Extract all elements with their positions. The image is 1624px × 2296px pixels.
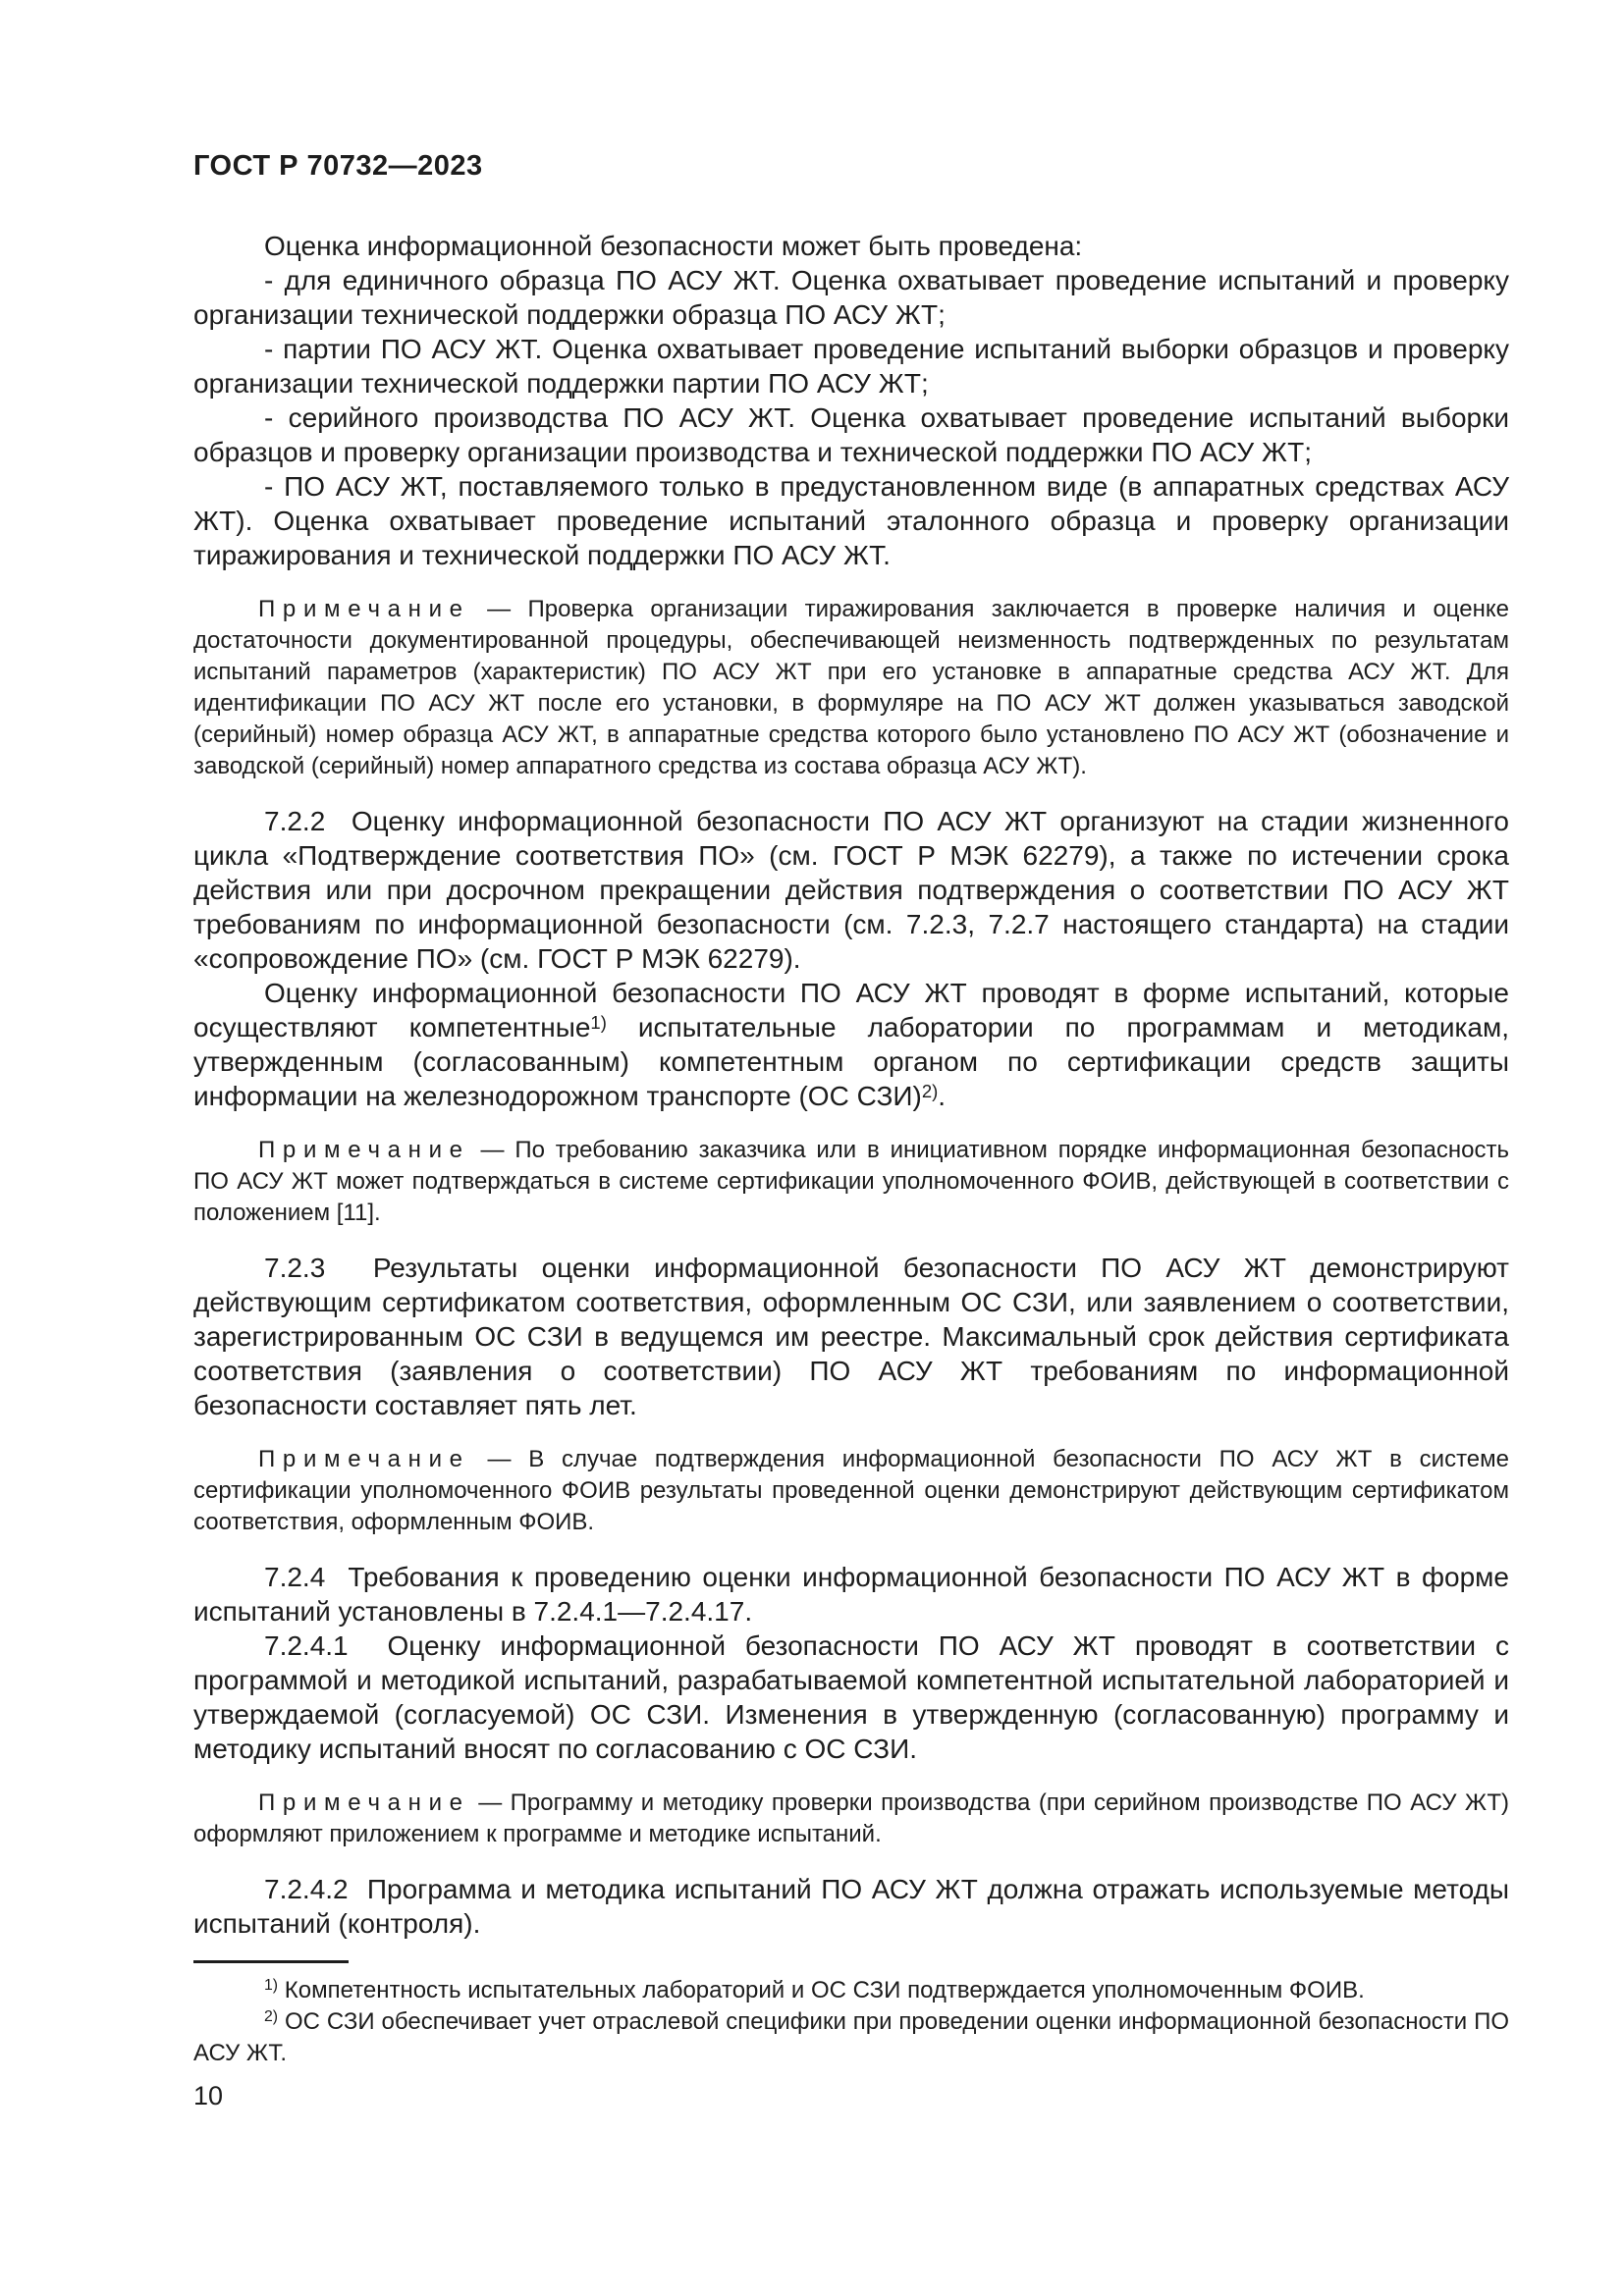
list-item-serial-production: - серийного производства ПО АСУ ЖТ. Оценка охватывает проведение испытаний выборки образцов и проверку организации производства и технической поддержки ПО АСУ ЖТ; [193,402,1509,467]
footnote-2 [193,2006,1509,2069]
document-body [193,229,1509,1941]
paragraph-7-2-4: 7.2.4 Требования к проведению оценки информационной безопасности ПО АСУ ЖТ в форме испытаний установлены в 7.2.4.1—7.2.4.17. [193,1562,1509,1627]
note-2 [193,1135,1509,1229]
note-text: — По требованию заказчика или в инициативном порядке информационная безопасность ПО АСУ ЖТ может подтверждаться в системе сертификации уполномоченного ФОИВ, действующей в соответствии с положением [11]. [193,1137,1509,1226]
footnote-text: ОС СЗИ обеспечивает учет отраслевой специфики при проведении оценки информационной безопасности ПО АСУ ЖТ. [193,2008,1509,2066]
footnote-marker: 2) [264,2008,279,2025]
paragraph-assessment-labs [193,976,1509,1113]
note-4 [193,1788,1509,1850]
paragraph-7-2-3: 7.2.3 Результаты оценки информационной безопасности ПО АСУ ЖТ демонстрируют действующим сертификатом соответствия, оформленным ОС СЗИ, или заявлением о соответствии, зарегистрированным ОС СЗИ в ведущемся им реестре. Максимальный срок действия сертификата соответствия (заявления о соответствии) ПО АСУ ЖТ требованиям по информационной безопасности составляет пять лет. [193,1253,1509,1420]
note-3 [193,1444,1509,1538]
paragraph-7-2-4-1: 7.2.4.1 Оценку информационной безопасности ПО АСУ ЖТ проводят в соответствии с программой и методикой испытаний, разрабатываемой компетентной испытательной лабораторией и утверждаемой (согласуемой) ОС СЗИ. Изменения в утвержденную (согласованную) программу и методику испытаний вносят по согласованию с ОС СЗИ. [193,1630,1509,1764]
note-label: Примечание [258,1789,470,1816]
page-number: 10 [193,2081,224,2110]
paragraph-text: испытательные лаборатории по программам и методикам, утвержденным (согласованным) компетентным органом по сертификации средств защиты информации на железнодорожном транспорте (ОС СЗИ) [193,1012,1509,1111]
page-header: ГОСТ Р 70732—2023 [193,150,483,182]
footnote-rule [193,1960,349,1963]
note-text: — В случае подтверждения информационной безопасности ПО АСУ ЖТ в системе сертификации уполномоченного ФОИВ результаты проведенной оценки демонстрируют действующим сертификатом соответствия, оформленным ФОИВ. [193,1446,1509,1535]
paragraph-7-2-2: 7.2.2 Оценку информационной безопасности ПО АСУ ЖТ организуют на стадии жизненного цикла «Подтверждение соответствия ПО» (см. ГОСТ Р МЭК 62279), а также по истечении срока действия или при досрочном прекращении действия подтверждения о соответствии ПО АСУ ЖТ требованиям по информационной безопасности (см. 7.2.3, 7.2.7 настоящего стандарта) на стадии «сопровождение ПО» (см. ГОСТ Р МЭК 62279). [193,806,1509,974]
note-label: Примечание [258,1446,470,1472]
footnote-marker: 1) [264,1977,279,1994]
list-item-preinstalled: - ПО АСУ ЖТ, поставляемого только в предустановленном виде (в аппаратных средствах АСУ ЖТ). Оценка охватывает проведение испытаний эталонного образца и проверку организации тиражирования и технической поддержки ПО АСУ ЖТ. [193,471,1509,570]
list-item-batch: - партии ПО АСУ ЖТ. Оценка охватывает проведение испытаний выборки образцов и проверку организации технической поддержки партии ПО АСУ ЖТ; [193,334,1509,399]
list-item-single-sample: - для единичного образца ПО АСУ ЖТ. Оценка охватывает проведение испытаний и проверку организации технической поддержки образца ПО АСУ ЖТ; [193,265,1509,330]
footnote-ref-2: 2) [921,1081,939,1101]
note-text: — Программу и методику проверки производства (при серийном производстве ПО АСУ ЖТ) оформляют приложением к программе и методике испытаний. [193,1789,1509,1847]
footnote-text: Компетентность испытательных лабораторий и ОС СЗИ подтверждается уполномоченным ФОИВ. [278,1977,1365,2003]
footnote-1 [193,1975,1509,2006]
note-text: — Проверка организации тиражирования заключается в проверке наличия и оценке достаточности документированной процедуры, обеспечивающей неизменность подтвержденных по результатам испытаний параметров (характеристик) ПО АСУ ЖТ при его установке в аппаратные средства АСУ ЖТ. Для идентификации ПО АСУ ЖТ после его установки, в формуляре на ПО АСУ ЖТ должен указываться заводской (серийный) номер образца АСУ ЖТ, в аппаратные средства которого было установлено ПО АСУ ЖТ (обозначение и заводской (серийный) номер аппаратного средства из состава образца АСУ ЖТ). [193,596,1509,779]
note-label: Примечание [258,1137,470,1163]
paragraph-text: . [938,1081,947,1111]
paragraph-text: Оценку информационной безопасности ПО АСУ ЖТ проводят в форме испытаний, которые осуществляют компетентные [193,978,1509,1042]
footnote-ref-1: 1) [590,1012,607,1033]
footnotes-section [193,1960,1509,2069]
note-1 [193,594,1509,782]
note-label: Примечание [258,596,470,622]
paragraph-intro: Оценка информационной безопасности может быть проведена: [264,231,1083,261]
paragraph-7-2-4-2: 7.2.4.2 Программа и методика испытаний ПО АСУ ЖТ должна отражать используемые методы испытаний (контроля). [193,1874,1509,1939]
